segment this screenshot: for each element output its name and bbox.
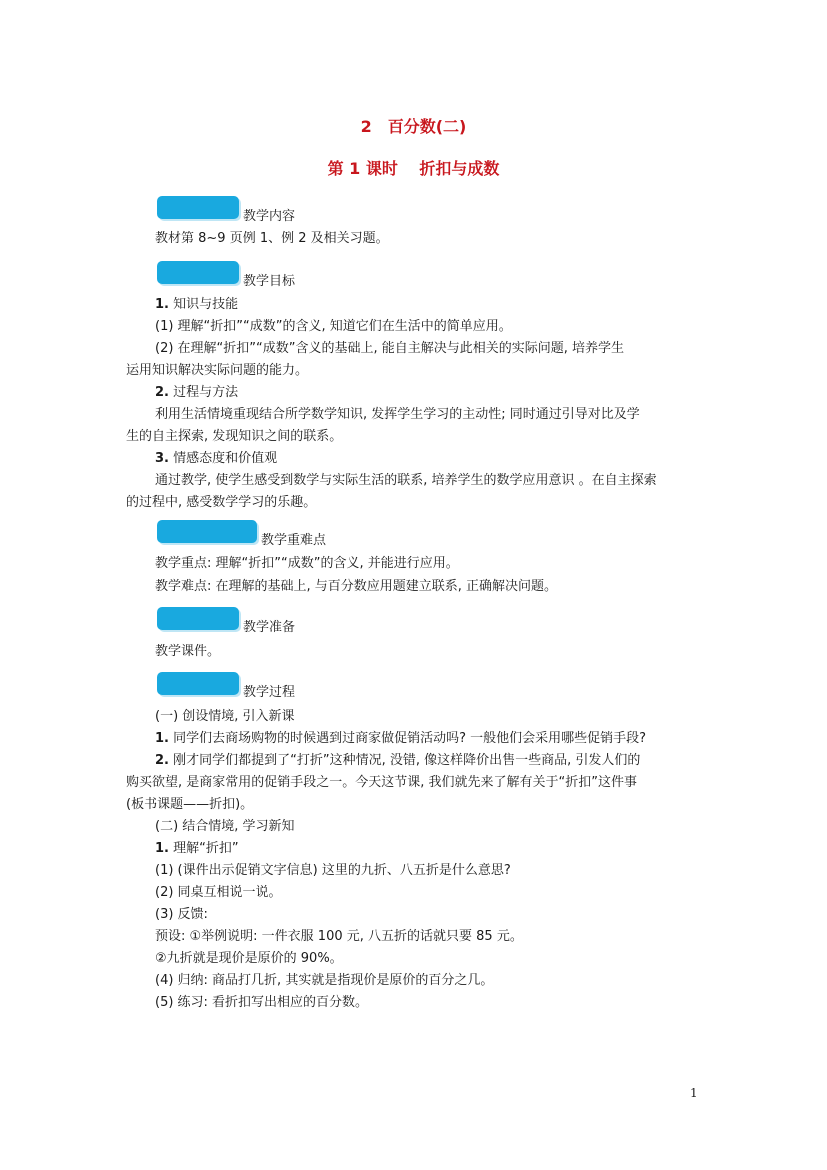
process-2-1-title: 1. 理解“折扣”: [155, 841, 239, 856]
goal-2-title: 2. 过程与方法: [155, 385, 239, 400]
section-heading-prep: 教学准备: [243, 620, 296, 635]
goal-1-b-line1: (2) 在理解“折扣”“成数”含义的基础上, 能自主解决与此相关的实际问题, 培养学生: [155, 341, 625, 356]
lesson-title: 第 1 课时 折扣与成数: [327, 159, 500, 178]
process-1-2-line3: (板书课题——折扣)。: [126, 797, 254, 812]
key-point: 教学重点: 理解“折扣”“成数”的含义, 并能进行应用。: [155, 556, 459, 571]
unit-title: 2 百分数(二): [360, 117, 467, 136]
goal-3-line2: 的过程中, 感受数学学习的乐趣。: [126, 495, 317, 510]
goal-3-line1: 通过教学, 使学生感受到数学与实际生活的联系, 培养学生的数学应用意识 。在自主探索: [155, 473, 657, 488]
section-heading-keypoints: 教学重难点: [261, 533, 327, 548]
page-number: 1: [690, 1086, 698, 1100]
prep-text: 教学课件。: [155, 644, 221, 659]
section-heading-content: 教学内容: [243, 209, 296, 224]
process-1-2-line2: 购买欲望, 是商家常用的促销手段之一。今天这节课, 我们就先来了解有关于“折扣”这件事: [126, 775, 637, 790]
goal-1-a: (1) 理解“折扣”“成数”的含义, 知道它们在生活中的简单应用。: [155, 319, 512, 334]
goal-1-title: 1. 知识与技能: [155, 297, 239, 312]
goal-2-line1: 利用生活情境重现结合所学数学知识, 发挥学生学习的主动性; 同时通过引导对比及学: [155, 407, 640, 422]
process-2-1-b: (2) 同桌互相说一说。: [155, 885, 282, 900]
section-badge: [157, 672, 239, 695]
process-2-1-c: (3) 反馈:: [155, 907, 208, 922]
goal-1-b-line2: 运用知识解决实际问题的能力。: [126, 363, 309, 378]
process-1-2-line1: 2. 刚才同学们都提到了“打折”这种情况, 没错, 像这样降价出售一些商品, 引发人们的: [155, 753, 641, 768]
section-badge: [157, 607, 239, 630]
process-preset-1: 预设: ①举例说明: 一件衣服 100 元, 八五折的话就只要 85 元。: [155, 929, 523, 944]
process-2-1-e: (5) 练习: 看折扣写出相应的百分数。: [155, 995, 369, 1010]
process-preset-2: ②九折就是现价是原价的 90%。: [155, 951, 343, 966]
section-badge: [157, 261, 239, 284]
process-1-1: 1. 同学们去商场购物的时候遇到过商家做促销活动吗? 一般他们会采用哪些促销手段?: [155, 731, 647, 746]
section-badge: [157, 520, 257, 543]
goal-3-title: 3. 情感态度和价值观: [155, 451, 278, 466]
process-2-1-a: (1) (课件出示促销文字信息) 这里的九折、八五折是什么意思?: [155, 863, 511, 878]
difficult-point: 教学难点: 在理解的基础上, 与百分数应用题建立联系, 正确解决问题。: [155, 579, 558, 594]
process-2-1-d: (4) 归纳: 商品打几折, 其实就是指现价是原价的百分之几。: [155, 973, 494, 988]
goal-2-line2: 生的自主探索, 发现知识之间的联系。: [126, 429, 343, 444]
section-badge: [157, 196, 239, 219]
section-heading-process: 教学过程: [243, 685, 296, 700]
content-text: 教材第 8~9 页例 1、例 2 及相关习题。: [155, 231, 389, 246]
process-part-1-title: (一) 创设情境, 引入新课: [155, 709, 295, 724]
section-heading-goals: 教学目标: [243, 274, 296, 289]
process-part-2-title: (二) 结合情境, 学习新知: [155, 819, 295, 834]
